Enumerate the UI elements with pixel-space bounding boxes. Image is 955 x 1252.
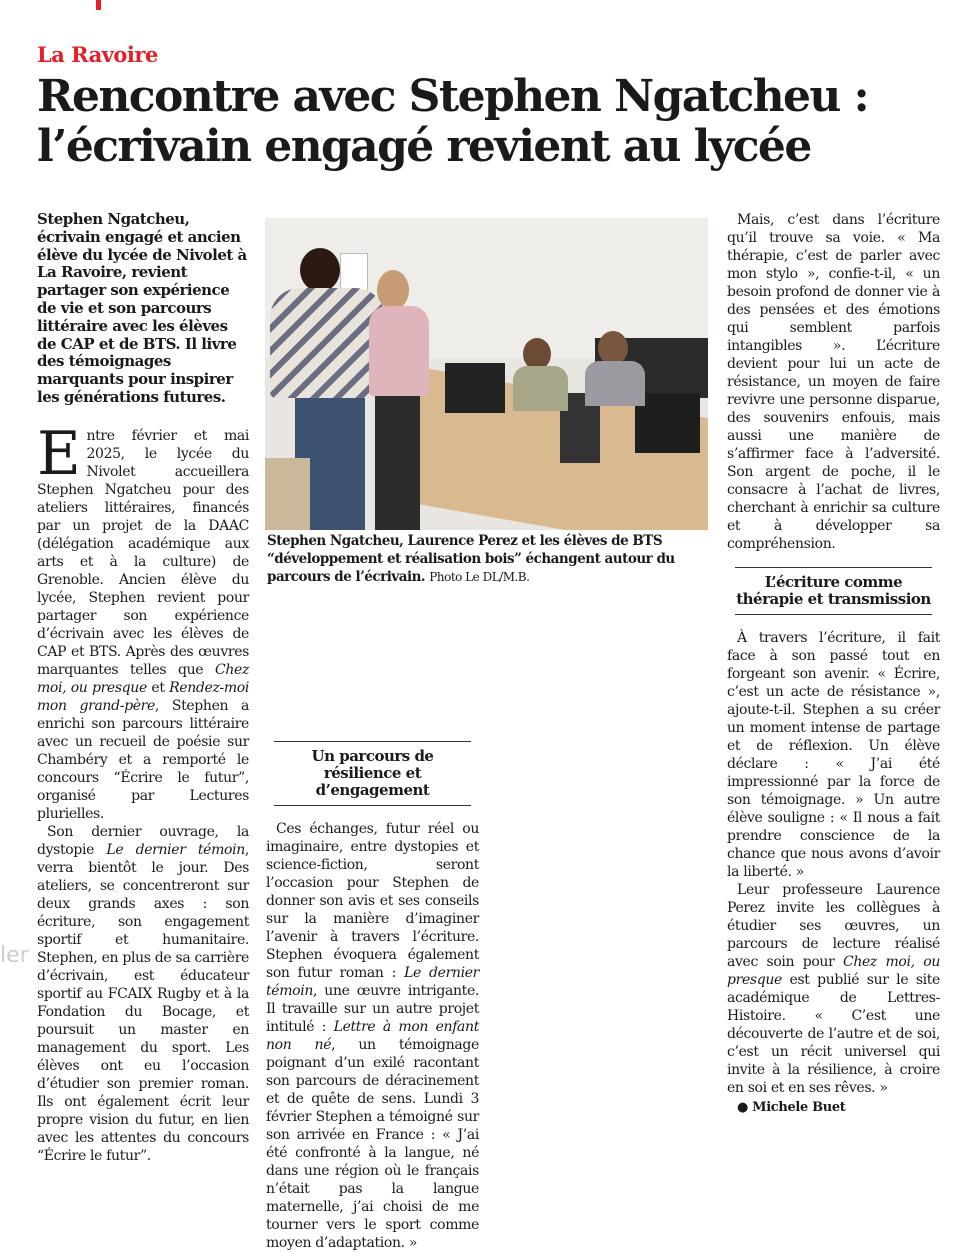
subheading: L’écriture comme thérapie et transmission	[735, 567, 932, 615]
page-marker	[96, 0, 101, 10]
drop-cap: E	[37, 418, 81, 489]
text: Leur professeure Laurence Perez invite les collègues à étudier ses œuvres, un parcours de lecture réalisé avec soin pour	[727, 882, 940, 970]
author-name: Michele Buet	[752, 1100, 846, 1115]
text: , une œuvre intrigante. Il travaille sur un autre projet intitulé :	[266, 983, 479, 1035]
body-paragraph: À travers l’écriture, il fait face à son passé tout en forgeant son avenir. « Écrire, c’est un acte de résistance », ajoute-t-il. Stephen a su créer un moment intense de partage et de réflexion. Un élève déclare : « J’ai été impressionné par la force de son témoignage. » Un autre élève souligne : « Il nous a fait prendre conscience de la chance que nous avons d’avoir la liberté. »	[727, 630, 940, 880]
body-paragraph: Mais, c’est dans l’écriture qu’il trouve sa voie. « Ma thérapie, c’est de parler avec mon stylo », confie-t-il, « un besoin profond de donner vie à des pensées et des émotions qui semblent parfois intangibles ». L’écriture devient pour lui un acte de résistance, un moyen de faire revivre une personne disparue, des souvenirs enfouis, mais aussi une manière de s’affirmer face à l’adversité. Son argent de poche, il le consacre à l’achat de livres, cherchant à enrichir sa culture et à développer sa compréhension.	[727, 212, 940, 552]
column-2	[266, 601, 479, 1252]
book-title: Chez moi, ou presque	[37, 661, 249, 696]
photo-caption	[267, 532, 712, 586]
column-1	[37, 211, 249, 1165]
text: , un témoignage poignant d’un exilé racontant son parcours de déracinement et de quête de sens. Lundi 3 février Stephen a témoigné sur son arrivée en France : « J’ai été confronté à la langue, né dans une région où le français n’était pas la langue maternelle, j’ai choisi de me tourner vers le sport comme moyen d’adaptation. »	[266, 1037, 479, 1251]
book-title: Rendez-moi mon grand-père	[37, 679, 249, 714]
body-paragraph	[266, 820, 479, 1252]
article-photo	[265, 218, 708, 530]
body-paragraph	[727, 881, 940, 1097]
location-kicker: La Ravoire	[37, 42, 158, 67]
subheading: Un parcours de résilience et d’engagement	[274, 741, 471, 806]
text: , verra bientôt le jour. Des ateliers, se concentreront sur deux grands axes : son écriture, son engagement sportif et humanitaire. Stephen, en plus de sa carrière d’écrivain, est éducateur sportif au FCAIX Rugby et à la Fondation du Bocage, et poursuit un master en management du sport. Les élèves ont eu l’occasion d’étudier son premier roman. Ils ont également écrit leur propre vision du futur, en lien avec les attentes du concours “Écrire le futur”.	[37, 841, 249, 1164]
text: ntre février et mai 2025, le lycée du Nivolet accueillera Stephen Ngatcheu pour des ateliers littéraires, financés par un projet de la DAAC (délégation académique aux arts et à la culture) de Grenoble. Ancien élève du lycée, Stephen revient pour partager son expérience d’écrivain avec les élèves de CAP et BTS. Après des œuvres marquantes telles que	[37, 427, 249, 678]
byline: ● Michele Buet	[737, 1100, 846, 1115]
book-title: Le dernier témoin	[266, 965, 480, 999]
text: et	[146, 679, 170, 696]
text: Son dernier ouvrage, la dystopie	[37, 823, 249, 858]
book-title: Lettre à mon enfant non né	[266, 1019, 479, 1053]
book-title: Le dernier témoin	[106, 841, 245, 858]
body-paragraph	[37, 418, 249, 823]
text: est publié sur le site académique de Lettres-Histoire. « C’est une découverte de l’autre et de soi, c’est un récit universel qui invite à la résilience, à croire en soi et en ses rêves. »	[727, 972, 940, 1096]
text: Ces échanges, futur réel ou imaginaire, entre dystopies et science-fiction, seront l’occasion pour Stephen de donner son avis et ses conseils sur la manière d’imaginer l’avenir à travers l’écriture. Stephen évoquera également son futur roman :	[266, 821, 479, 981]
column-4	[727, 211, 940, 1117]
text: , Stephen a enrichi son parcours littéraire avec un recueil de poésie sur Chambéry et a remporté le concours “Écrire le futur”, organisé par Lectures plurielles.	[37, 697, 249, 822]
headline: Rencontre avec Stephen Ngatcheu : l’écrivain engagé revient au lycée	[37, 71, 869, 172]
photo-credit: Photo Le DL/M.B.	[429, 570, 530, 584]
caption-text: Stephen Ngatcheu, Laurence Perez et les élèves de BTS “développement et réalisation bois” échangent autour du parcours de l’écrivain.	[267, 533, 675, 585]
adjacent-page-text: ler	[0, 943, 29, 968]
body-paragraph	[37, 823, 249, 1165]
book-title: Chez moi, ou presque	[727, 954, 940, 988]
lead-paragraph: Stephen Ngatcheu, écrivain engagé et ancien élève du lycée de Nivolet à La Ravoire, revient partager son expérience de vie et son parcours littéraire avec les élèves de CAP et de BTS. Il livre des témoignages marquants pour inspirer les générations futures.	[37, 210, 247, 406]
